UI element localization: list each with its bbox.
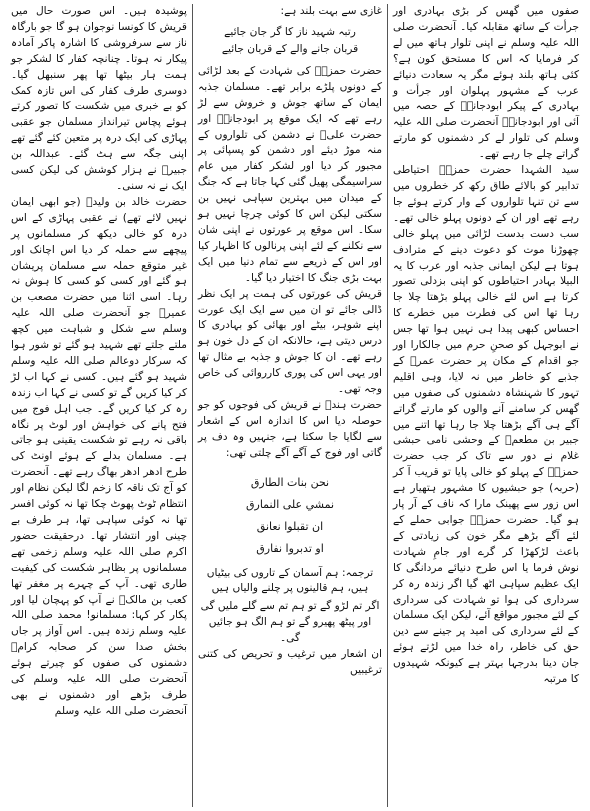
couplet-line: قربان جانے والے کے قربان جائیے	[221, 42, 359, 55]
arabic-line: ان تقبلوا نعانق	[256, 519, 324, 533]
paragraph: ان اشعار میں ترغیب و تحریص کی کتنی ترغیبیں	[198, 648, 382, 676]
paragraph: قریش کی عورتوں کی ہمت پر ایک نظر ڈالی جائے تو ان میں سے ایک ایک عورت اپنے شوہر، بیٹے اور بھائی کو بہادری کا درس دیتی ہے، حالانکہ ان کے دل خون ہو رہے تھے۔ ان کا جوش و جذبہ بے مثال تھا اور یہی اس کی پوری کارروائی کی خاص وجہ تھی۔	[198, 287, 382, 396]
column-left	[6, 4, 192, 807]
couplet-line: رتبہ شہید ناز کا گر جان جائیے	[224, 25, 356, 38]
column-right	[388, 4, 584, 807]
translation-line: اگر تم لڑو گے تو ہم تم سے گلے ملیں گی اور پیٹھ پھیرو گے تو ہم الگ ہو جائیں گی۔	[200, 600, 380, 645]
column-middle	[192, 4, 388, 807]
paragraph: حضرت ہندؓ نے قریش کی فوجوں کو جو حوصلہ دیا اس کا اندازہ اس کے اشعار سے لگایا جا سکتا ہے، جنہیں وہ دف پر گاتی اور فوج کے آگے آگے چلتی تھی:	[198, 398, 382, 459]
arabic-line: او تدبروا نفارق	[256, 541, 324, 555]
arabic-line: نمشي على النمارق	[245, 497, 335, 511]
arabic-line: نحن بنات الطارق	[250, 475, 330, 489]
urdu-couplet	[198, 24, 382, 58]
section-intro-line: غازی سے بہت بلند ہے:	[280, 5, 382, 17]
paragraph: پوشیدہ ہیں۔ اس صورت حال میں قریش کا کونسا نوجوان ہو گا جو بارگاہ ناز سے سرفروشی کا اشارہ پاکر آمادہ پیکار نہ ہوتا۔ چنانچہ کفار کا لشکر جو ہمت ہار بیٹھا تھا پھر سنبھل گیا۔ دوسری طرف کفار کی اس تازہ کمک کو بے خبری میں شکست کا تصور کرتے ہوئے پچاس تیرانداز مسلمان جو عقبی پہاڑی کی ایک درہ پر متعین کئے گئے تھے اپنی جگہ سے ہٹ گئے۔ عبداللہ بن جبیرؓ نے ہزار کوشش کی لیکن کسی ایک نے نہ سنی۔	[11, 5, 187, 192]
paragraph: سید الشہدا حضرت حمزہؓ احتیاطی تدابیر کو بالائے طاق رکھ کر خطروں میں سے تن تنہا تلواروں کے وار کرتے ہوئے جا رہے تھے اور ان کے دونوں پہلو خالی تھے۔ سب دست بدست لڑائی میں پہلو خالی چھوڑنا موت کو دعوت دینے کے مترادف ہوتا ہے لیکن ایمانی جذبہ اور عرب کا یہ البیلا بہادر احتیاطوں کو اپنی بزدلی تصور کرتا ہے اس لئے خالی پہلو بڑھتا چلا جا رہا تھا اس کی فطرت میں خطرے کا احساس کبھی پیدا ہی نہیں ہوا تھا جس نے ابوجہل کو صحنِ حرم میں جالکارا اور جو اقدام کے مکان پر حضرت عمرؓ کے جذبے کو خاطر میں نہ لایا، وہی اقلیم تہور کا شہنشاہ دشمنوں کی صفوں میں گھس کر سامنے آنے والوں کو مارتے گراتے آگے ہی آگے بڑھتا چلا جا رہا تھا اتنے میں جبیر بن مطعمؓ کے وحشی نامی حبشی غلام نے دور سے تاک کر جب حضرت حمزہؓ کے پہلو کو خالی پایا تو قریب آ کر (حربہ) جو حبشیوں کا مشہور ہتھیار ہے اس زور سے پھینک مارا کہ ناف کے آر پار ہو گیا۔ حضرت حمزہؓ جوابی حملے کے لئے آگے بڑھے مگر خون کی زیادتی کے باعث لڑکھڑا کر گرے اور جامِ شہادت نوش فرما یا اس طرح دنیائے مردانگی کا ایک عظیم سپاہی اٹھ گیا اگر زندہ رہ کر سرداری کی ہوا تو شہادت کی سرداری کے لئے مجبور مواقع آئے، لیکن ایک مسلمان کے لئے سرداری کی امید پر جینے سے دین حق کی خاطر، راہ خدا میں لڑتے ہوئے جان دینا بدرجہا بہتر ہے کیونکہ شہیدوں کا مرتبہ	[393, 164, 579, 686]
paragraph: صفوں میں گھس کر بڑی بہادری اور جرأت کے ساتھ مقابلہ کیا۔ آنحضرت صلی اللہ علیہ وسلم نے اپنی تلوار ہاتھ میں لے کر فرمایا کہ اس کا مستحق کون ہے؟ کئی ہاتھ بلند ہوئے مگر یہ سعادت دنیائے عرب کے مشہور پہلوان اور جرأت و بہادری کے پیکر ابودجانہؓ کے حصہ میں آئی اور ابودجانہؓ آنحضرت صلی اللہ علیہ وسلم کی تلوار لے کر دشمنوں کو مارتے گراتے چلے جا رہے تھے۔	[393, 5, 579, 161]
translation-line: ترجمہ: ہم آسمان کے تاروں کی بیٹیاں ہیں، ہم قالینوں پر چلنے والیاں ہیں	[206, 566, 374, 595]
paragraph: حضرت حمزہؓ کی شہادت کے بعد لڑائی کے دونوں پلڑے برابر تھے۔ مسلمان جذبہ ایمان کے ساتھ جوش و خروش سے لڑ رہے تھے کہ ایک موقع پر ابودجانہؓ اور حضرت علیؓ نے دشمن کی تلواروں کے منہ موڑ دیئے اور دشمن کو پسپائی پر مجبور کر دیا اور لشکر کفار میں عام سراسیمگی پھیل گئی کہا جاتا ہے کہ جنگ کے میدان میں بہترین سپاہی نہیں بن سکتی لیکن اس کا کوئی چرچا نہیں ہو سکا۔ اس موقع پر عورتوں نے اپنی شان سے نکلنے کے لئے اپنی پرنالوں کا اظہار کیا اور اس کے ذریعے سے تمام دنیا میں ایک بہت بڑی جنگ کا اختیار دیا گیا۔	[198, 64, 382, 284]
paragraph: حضرت خالد بن ولیدؓ (جو ابھی ایمان نہیں لائے تھے) نے عقبی پہاڑی کے اس درہ کو خالی دیکھ کر مسلمانوں پر پیچھے سے حملہ کر دیا اس اچانک اور غیر متوقع حملہ سے مسلمان پریشان ہو گئے اور کسی کو کسی کا ہوش نہ رہا۔ اسی اثنا میں حضرت مصعب بن عمیرؓ جو آنحضرت صلی اللہ علیہ وسلم سے شکل و شباہت میں کچھ ملتے جلتے تھے شہید ہو گئے تو شور ہوا کہ سرکار دوعالم صلی اللہ علیہ وسلم شہید ہو گئے ہیں۔ کسی نے کہا اب لڑ کر کیا کریں گے تو کسی نے کہا اب زندہ رہ کر کیا کریں گے۔ جب اہل فوج میں فتح پانے کی خواہش اور لوٹ پر نگاہ باقی نہ رہے تو شکست یقینی ہو جاتی ہے۔ مسلمان بدلے کے ہوئے اونٹ کی طرح ادھر ادھر بھاگ رہے تھے۔ آنحضرت کو آج تک ناقہ کا زخم لگا لیکن نظام اور انتظام ٹوٹ پھوٹ چکا تھا نہ کوئی افسر تھا نہ کوئی سپاہی تھا، ہر طرف بے چینی اور انتشار تھا۔ درحقیقت حضور اکرم صلی اللہ علیہ وسلم زخمی تھے مسلمانوں پر بظاہر شکست کی کیفیت طاری تھی۔ آپ کے چہرے پر مغفر تھا کعب بن مالکؓ نے آپ کو پہچان لیا اور پکار کر کہا: مسلمانو! محمد صلی اللہ علیہ وسلم زندہ ہیں۔ اس آواز پر جاں بخش صدا سن کر صحابہ کرامؓ دشمنوں کی صفوں کو چیرتے ہوئے آنحضرت صلی اللہ علیہ وسلم کی طرف بڑھے اور دشمنوں نے بھی آنحضرت صلی اللہ علیہ وسلم	[11, 195, 187, 717]
arabic-verse	[198, 472, 382, 560]
